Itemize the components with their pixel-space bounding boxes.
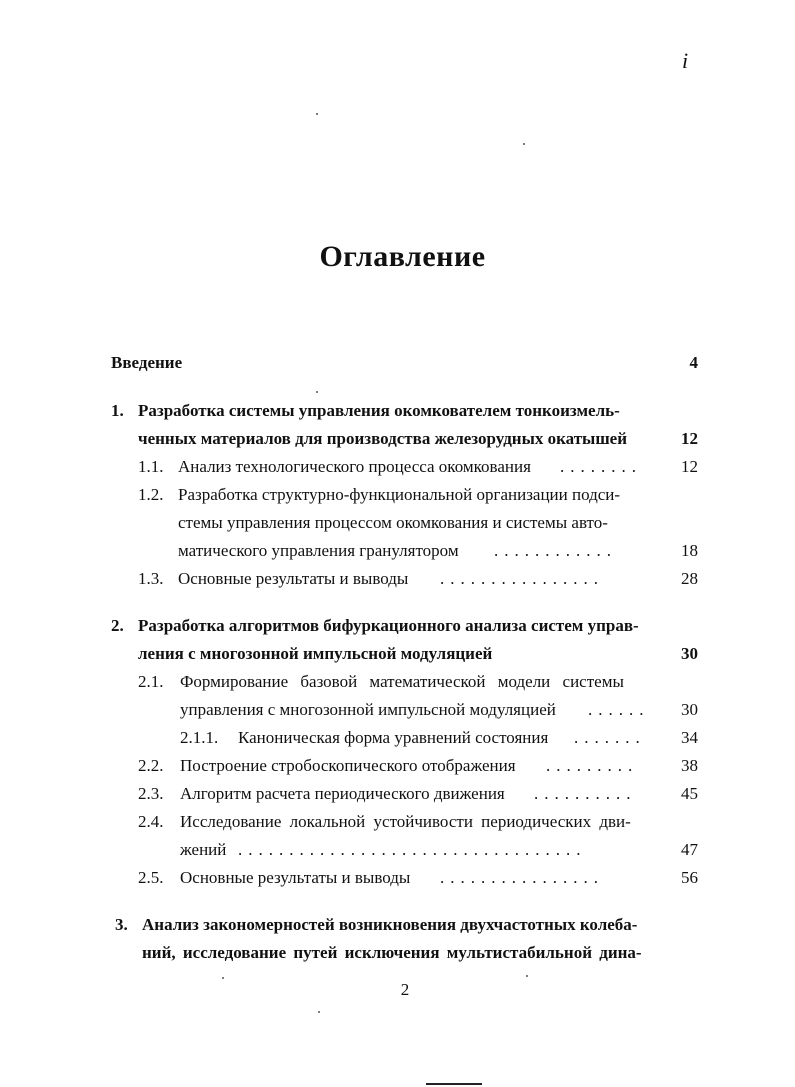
section-2-3-title: Алгоритм расчета периодического движения — [180, 784, 505, 803]
chapter-2-number: 2. — [111, 616, 124, 635]
scan-edge-line — [426, 1083, 482, 1085]
chapter-2-title-line1: Разработка алгоритмов бифуркационного анализа систем управ- — [138, 616, 639, 635]
scan-speck — [523, 143, 525, 145]
leader-dots: .................................. — [238, 840, 587, 859]
section-2-2-page: 38 — [681, 756, 698, 775]
scan-speck — [316, 113, 318, 115]
scan-speck — [526, 975, 528, 977]
section-1-1-number: 1.1. — [138, 457, 164, 476]
chapter-3-title-line1: Анализ закономерностей возникновения двухчастотных колеба- — [142, 915, 638, 934]
section-1-2-title-line2: стемы управления процессом окомкования и системы авто- — [178, 513, 608, 532]
section-1-2-number: 1.2. — [138, 485, 164, 504]
section-1-1-page: 12 — [681, 457, 698, 476]
section-2-1-title-line2: управления с многозонной импульсной модуляцией — [180, 700, 556, 719]
section-2-4-page: 47 — [681, 840, 698, 859]
toc-intro-label: Введение — [111, 353, 183, 372]
section-2-4-number: 2.4. — [138, 812, 164, 831]
scan-speck — [222, 977, 224, 979]
section-2-5-number: 2.5. — [138, 868, 164, 887]
section-2-3-page: 45 — [681, 784, 698, 803]
section-2-3-number: 2.3. — [138, 784, 164, 803]
toc-intro-page: 4 — [689, 353, 698, 372]
chapter-2-title-line2: ления с многозонной импульсной модуляцией — [138, 644, 493, 663]
leader-dots: .......... — [534, 784, 637, 803]
subsection-2-1-1-title: Каноническая форма уравнений состояния — [238, 728, 549, 747]
chapter-3-title-line2: ний, исследование путей исключения мультистабильной дина- — [142, 943, 642, 962]
leader-dots: ................ — [440, 868, 604, 887]
chapter-1-title-line2: ченных материалов для производства железорудных окатышей — [138, 429, 628, 448]
leader-dots: ................ — [440, 569, 604, 588]
section-2-5-page: 56 — [681, 868, 698, 887]
handwritten-mark: i — [682, 48, 689, 73]
chapter-2-page: 30 — [681, 644, 698, 663]
leader-dots: ....... — [574, 728, 646, 747]
scan-speck — [316, 391, 318, 393]
section-2-1-title-line1: Формирование базовой математической модели системы — [180, 672, 624, 691]
section-2-1-page: 30 — [681, 700, 698, 719]
leader-dots: ...... — [588, 700, 650, 719]
section-1-1-title: Анализ технологического процесса окомкования — [178, 457, 531, 476]
leader-dots: ........ — [560, 457, 642, 476]
leader-dots: ............ — [494, 541, 617, 560]
section-2-4-title-line2: жений — [180, 840, 227, 859]
chapter-3-number: 3. — [115, 915, 128, 934]
section-2-4-title-line1: Исследование локальной устойчивости периодических дви- — [180, 812, 631, 831]
chapter-1-page: 12 — [681, 429, 698, 448]
section-1-3-page: 28 — [681, 569, 698, 588]
section-2-5-title: Основные результаты и выводы — [180, 868, 411, 887]
section-1-3-number: 1.3. — [138, 569, 164, 588]
leader-dots: ......... — [546, 756, 639, 775]
section-1-2-page: 18 — [681, 541, 698, 560]
section-2-2-number: 2.2. — [138, 756, 164, 775]
chapter-1-title-text: Разработка системы управления окомкователем тонкоизмель- — [138, 401, 620, 420]
section-1-2-title-line1: Разработка структурно-функциональной организации подси- — [178, 485, 621, 504]
page-title: Оглавление — [319, 240, 486, 273]
scan-speck — [318, 1011, 320, 1013]
section-2-2-title: Построение стробоскопического отображения — [180, 756, 516, 775]
subsection-2-1-1-page: 34 — [681, 728, 698, 747]
chapter-1-number: 1. — [111, 401, 124, 420]
chapter-1-title-line1 — [138, 400, 670, 422]
section-2-1-number: 2.1. — [138, 672, 164, 691]
subsection-2-1-1-number: 2.1.1. — [180, 728, 219, 747]
page-number: 2 — [400, 980, 410, 999]
section-1-2-title-line3: матического управления гранулятором — [178, 541, 459, 560]
section-1-3-title: Основные результаты и выводы — [178, 569, 409, 588]
